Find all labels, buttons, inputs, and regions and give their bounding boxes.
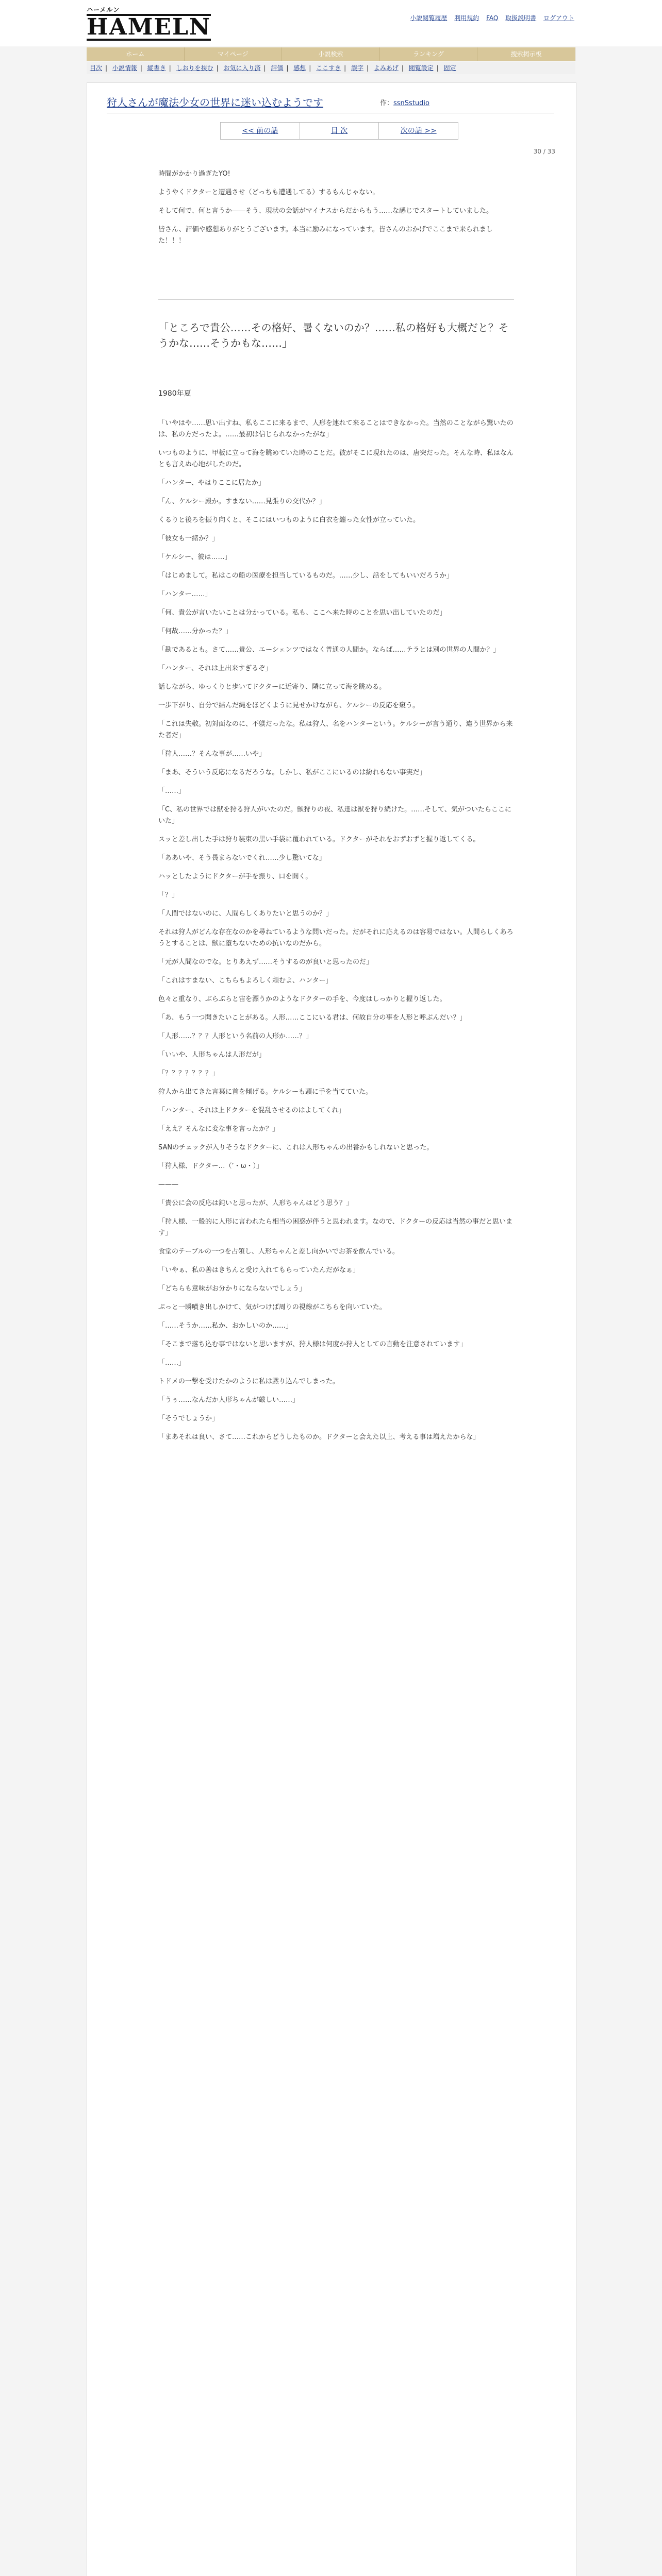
page-indicator: 30 / 33 [533,148,555,155]
story-paragraph: 「……」 [158,787,186,795]
story-paragraph: それは狩人がどんな存在なのかを尋ねているような問いだった。だがそれに応えるのは容易ではない。人間らしくあろうとすることは、獣に堕ちないための抗いなのだから。 [158,928,514,947]
story-paragraph: 「そこまで落ち込む事ではないと思いますが、狩人様は何度か狩人としての言動を注意されています」 [158,1341,467,1348]
story-paragraph: 「狩人様、ドクター…（’・ω・）」 [158,1162,263,1170]
preface-line: 皆さん、評価や感想ありがとうございます。本当に励みになっています。皆さんのおかげでここまで来られました！！！ [158,226,493,245]
story-paragraph: トドメの一撃を受けたかのように私は黙り込んでしまった。 [158,1378,339,1385]
story-paragraph: ぷっと一瞬噴き出しかけて、気がつけば周りの視線がこちらを向いていた。 [158,1303,386,1311]
preface-line: ようやくドクターと遭遇させ（どっちも遭遇してる）するもんじゃない。 [158,189,379,196]
story-paragraph: 「うぅ……なんだか人形ちゃんが厳しい……」 [158,1396,300,1404]
story-paragraph: 「ハンター、それは上出来すぎるぞ」 [158,665,272,672]
subnav-comment[interactable]: 感想 [293,64,306,72]
story-paragraph: 一歩下がり、自分で結んだ縄をほどくように見せかけながら、ケルシーの反応を窺う。 [158,702,420,709]
story-paragraph: 「ああいや、そう畏まらないでくれ……少し驚いてな」 [158,854,326,862]
scene-label: 1980年夏 [158,389,191,398]
story-author [380,97,429,107]
toplink-terms[interactable]: 利用規約 [454,14,479,22]
story-container [87,82,576,2576]
subnav-typo[interactable]: 誤字 [351,64,364,72]
top-links [405,13,574,22]
story-paragraph: 「どちらも意味がお分かりにならないでしょう」 [158,1285,306,1293]
story-paragraph: 「貴公に会の反応は鈍いと思ったが、人形ちゃんはどう思う？」 [158,1199,353,1207]
story-paragraph: 「まあそれは良い、さて……これからどうしたものか。ドクターと会えた以上、考える事は増えたからな」 [158,1433,480,1441]
story-paragraph: 「そうでしょうか」 [158,1415,219,1422]
preface [158,168,514,254]
logo-text: HAMELN [87,14,211,40]
toplink-logout[interactable]: ログアウト [543,14,574,22]
story-paragraph: いつものように、甲板に立って海を眺めていた時のことだ。彼がそこに現れたのは、唐突だった。そんな時、私はなんとも言えぬ心地がしたのだ。 [158,449,514,468]
toc-link[interactable]: 目 次 [300,123,379,139]
story-paragraph: 「狩人……？そんな事が……いや」 [158,750,266,758]
story-paragraph: 「まあ、そういう反応になるだろうな。しかし、私がここにいるのは紛れもない事実だ」 [158,769,426,776]
pager-top [220,122,458,140]
story-paragraph: 「勘であるとも。さて……貴公、エーシェンツではなく普通の人間か。ならば……テラとは別の世界の人間か？」 [158,646,500,654]
story-paragraph: ——— [158,1181,178,1189]
story-paragraph: 「いやはや……思い出すね、私もここに来るまで、人形を連れて来ることはできなかった。当然のことながら驚いたのは、私の方だったよ。……最初は信じられなかったがな」 [158,419,514,438]
story-paragraph: 「人形……？？？人形という名前の人形か……？」 [158,1032,313,1040]
story-paragraph: 「ハンター……」 [158,590,212,598]
chapter-body [158,418,514,1450]
story-paragraph: スッと差し出した手は狩り装束の黒い手袋に覆われている。ドクターがそれをおずおずと握り返してくる。 [158,836,480,843]
preface-divider [158,299,514,300]
story-paragraph: 「いやぁ、私の善はきちんと受け入れてもらっていたんだがなぁ」 [158,1266,360,1274]
subnav-readaloud[interactable]: よみあげ [373,64,399,72]
story-paragraph: 「人間ではないのに、人間らしくありたいと思うのか？」 [158,910,333,918]
story-paragraph: 「あ、もう一つ聞きたいことがある。人形……ここにいる君は、何故自分の事を人形と呼ぶんだい？」 [158,1014,467,1022]
author-prefix: 作： [380,99,394,107]
story-paragraph: 「ハンター、やはりここに居たか」 [158,479,265,487]
story-paragraph: 「これはすまない、こちらもよろしく頼むよ、ハンター」 [158,977,333,985]
nav-search[interactable]: 小説検索 [282,47,380,61]
subnav-toc[interactable]: 目次 [90,64,103,72]
story-paragraph: 「何故……分かった？」 [158,628,233,635]
subnav-vertical[interactable]: 縦書き [147,64,166,72]
story-paragraph: 「狩人様、一般的に人形に言われたら相当の困惑が伴うと思われます。なので、ドクターの反応は当然の事だと思います」 [158,1218,513,1237]
story-paragraph: くるりと後ろを振り向くと、そこにはいつものように白衣を纏った女性が立っていた。 [158,516,420,524]
story-paragraph: 食堂のテーブルの一つを占領し、人形ちゃんと差し向かいでお茶を飲んでいる。 [158,1248,399,1256]
story-paragraph: 「……そうか……私か、おかしいのか……」 [158,1322,293,1330]
story-paragraph: ハッとしたようにドクターが手を振り、口を開く。 [158,873,312,880]
story-paragraph: 「ケルシー、彼は……」 [158,553,231,561]
subnav-like[interactable]: ここすき [316,64,341,72]
subnav-fixed[interactable]: 固定 [443,64,456,72]
subnav-settings[interactable]: 閲覧設定 [408,64,434,72]
preface-line: 時間がかかり過ぎたYO! [158,170,230,178]
site-logo[interactable] [87,5,211,40]
subnav-favorite[interactable]: お気に入り済 [223,64,261,72]
chapter-heading: 「ところで貴公……その格好、暑くないのか？……私の格好も大概だと？そうかな……そうかもな……」 [158,321,509,349]
story-paragraph: 狩人から出てきた言葉に首を傾げる。ケルシーも頭に手を当てていた。 [158,1088,373,1096]
story-paragraph: 「何、貴公が言いたいことは分かっている。私も、ここへ来た時のことを思い出していたのだ」 [158,609,446,617]
toplink-faq[interactable]: FAQ [486,14,499,22]
story-paragraph: 「ええ？そんなに変な事を言ったか？」 [158,1125,279,1133]
story-paragraph: 話しながら、ゆっくりと歩いてドクターに近寄り、隣に立って海を眺める。 [158,683,386,691]
nav-board[interactable]: 捜索掲示板 [477,47,575,61]
main-nav [87,47,575,61]
nav-home[interactable]: ホーム [87,47,185,61]
story-paragraph: 「？？？？？？？」 [158,1070,219,1077]
subnav-rate[interactable]: 評価 [271,64,284,72]
story-paragraph: 「C、私の世界では獣を狩る狩人がいたのだ。獣狩りの夜、私達は獣を狩り続けた。……そして、気がついたらここにいた」 [158,806,511,825]
next-chapter-link[interactable]: 次の話 >> [400,127,437,135]
story-paragraph: SANのチェックが入りそうなドクターに、これは人形ちゃんの出番かもしれないと思った。 [158,1144,434,1151]
story-subnav: 目次 | 小説情報 | 縦書き | しおりを挟む | お気に入り済 | 評価 | 感想 | ここすき | 誤字 | よみあげ | 閲覧設定 | 固定 [87,62,575,74]
logo-subtitle: ハーメルン [87,6,120,13]
prev-chapter-link[interactable]: << 前の話 [221,123,300,139]
story-paragraph: 「元が人間なのでな。とりあえず……そうするのが良いと思ったのだ」 [158,958,373,966]
story-paragraph: 「はじめまして。私はこの船の医療を担当しているものだ。……少し、話をしてもいいだろうか」 [158,572,453,580]
story-paragraph: 「？」 [158,891,179,899]
subnav-bookmark[interactable]: しおりを挟む [176,64,213,72]
preface-line: そして何で、何と言うか――そう、現状の会話がマイナスからだからもう……な感じでスタートしていました。 [158,207,493,215]
site-header [0,0,662,46]
story-paragraph: 「これは失敬。初対面なのに、不躾だったな。私は狩人、名をハンターという。ケルシーが言う通り、違う世界から来た者だ」 [158,720,513,739]
story-paragraph: 色々と重なり、ぶらぶらと宙を漂うかのようなドクターの手を、今度はしっかりと握り返した。 [158,995,446,1003]
toplink-history[interactable]: 小説閲覧履歴 [410,14,448,22]
story-paragraph: 「彼女も一緒か？」 [158,535,219,543]
story-paragraph: 「……」 [158,1359,186,1367]
story-paragraph: 「ん、ケルシー殿か。すまない……見張りの交代か？」 [158,498,326,505]
toplink-manual[interactable]: 取扱説明書 [505,14,537,22]
author-link[interactable]: ssnSstudio [393,99,429,107]
story-paragraph: 「ハンター、それは上ドクターを混乱させるのはよしてくれ」 [158,1107,345,1114]
story-title[interactable]: 狩人さんが魔法少女の世界に迷い込むようです [107,96,323,109]
nav-ranking[interactable]: ランキング [380,47,478,61]
nav-mypage[interactable]: マイページ [185,47,283,61]
subnav-info[interactable]: 小説情報 [112,64,137,72]
story-paragraph: 「いいや、人形ちゃんは人形だが」 [158,1051,266,1059]
